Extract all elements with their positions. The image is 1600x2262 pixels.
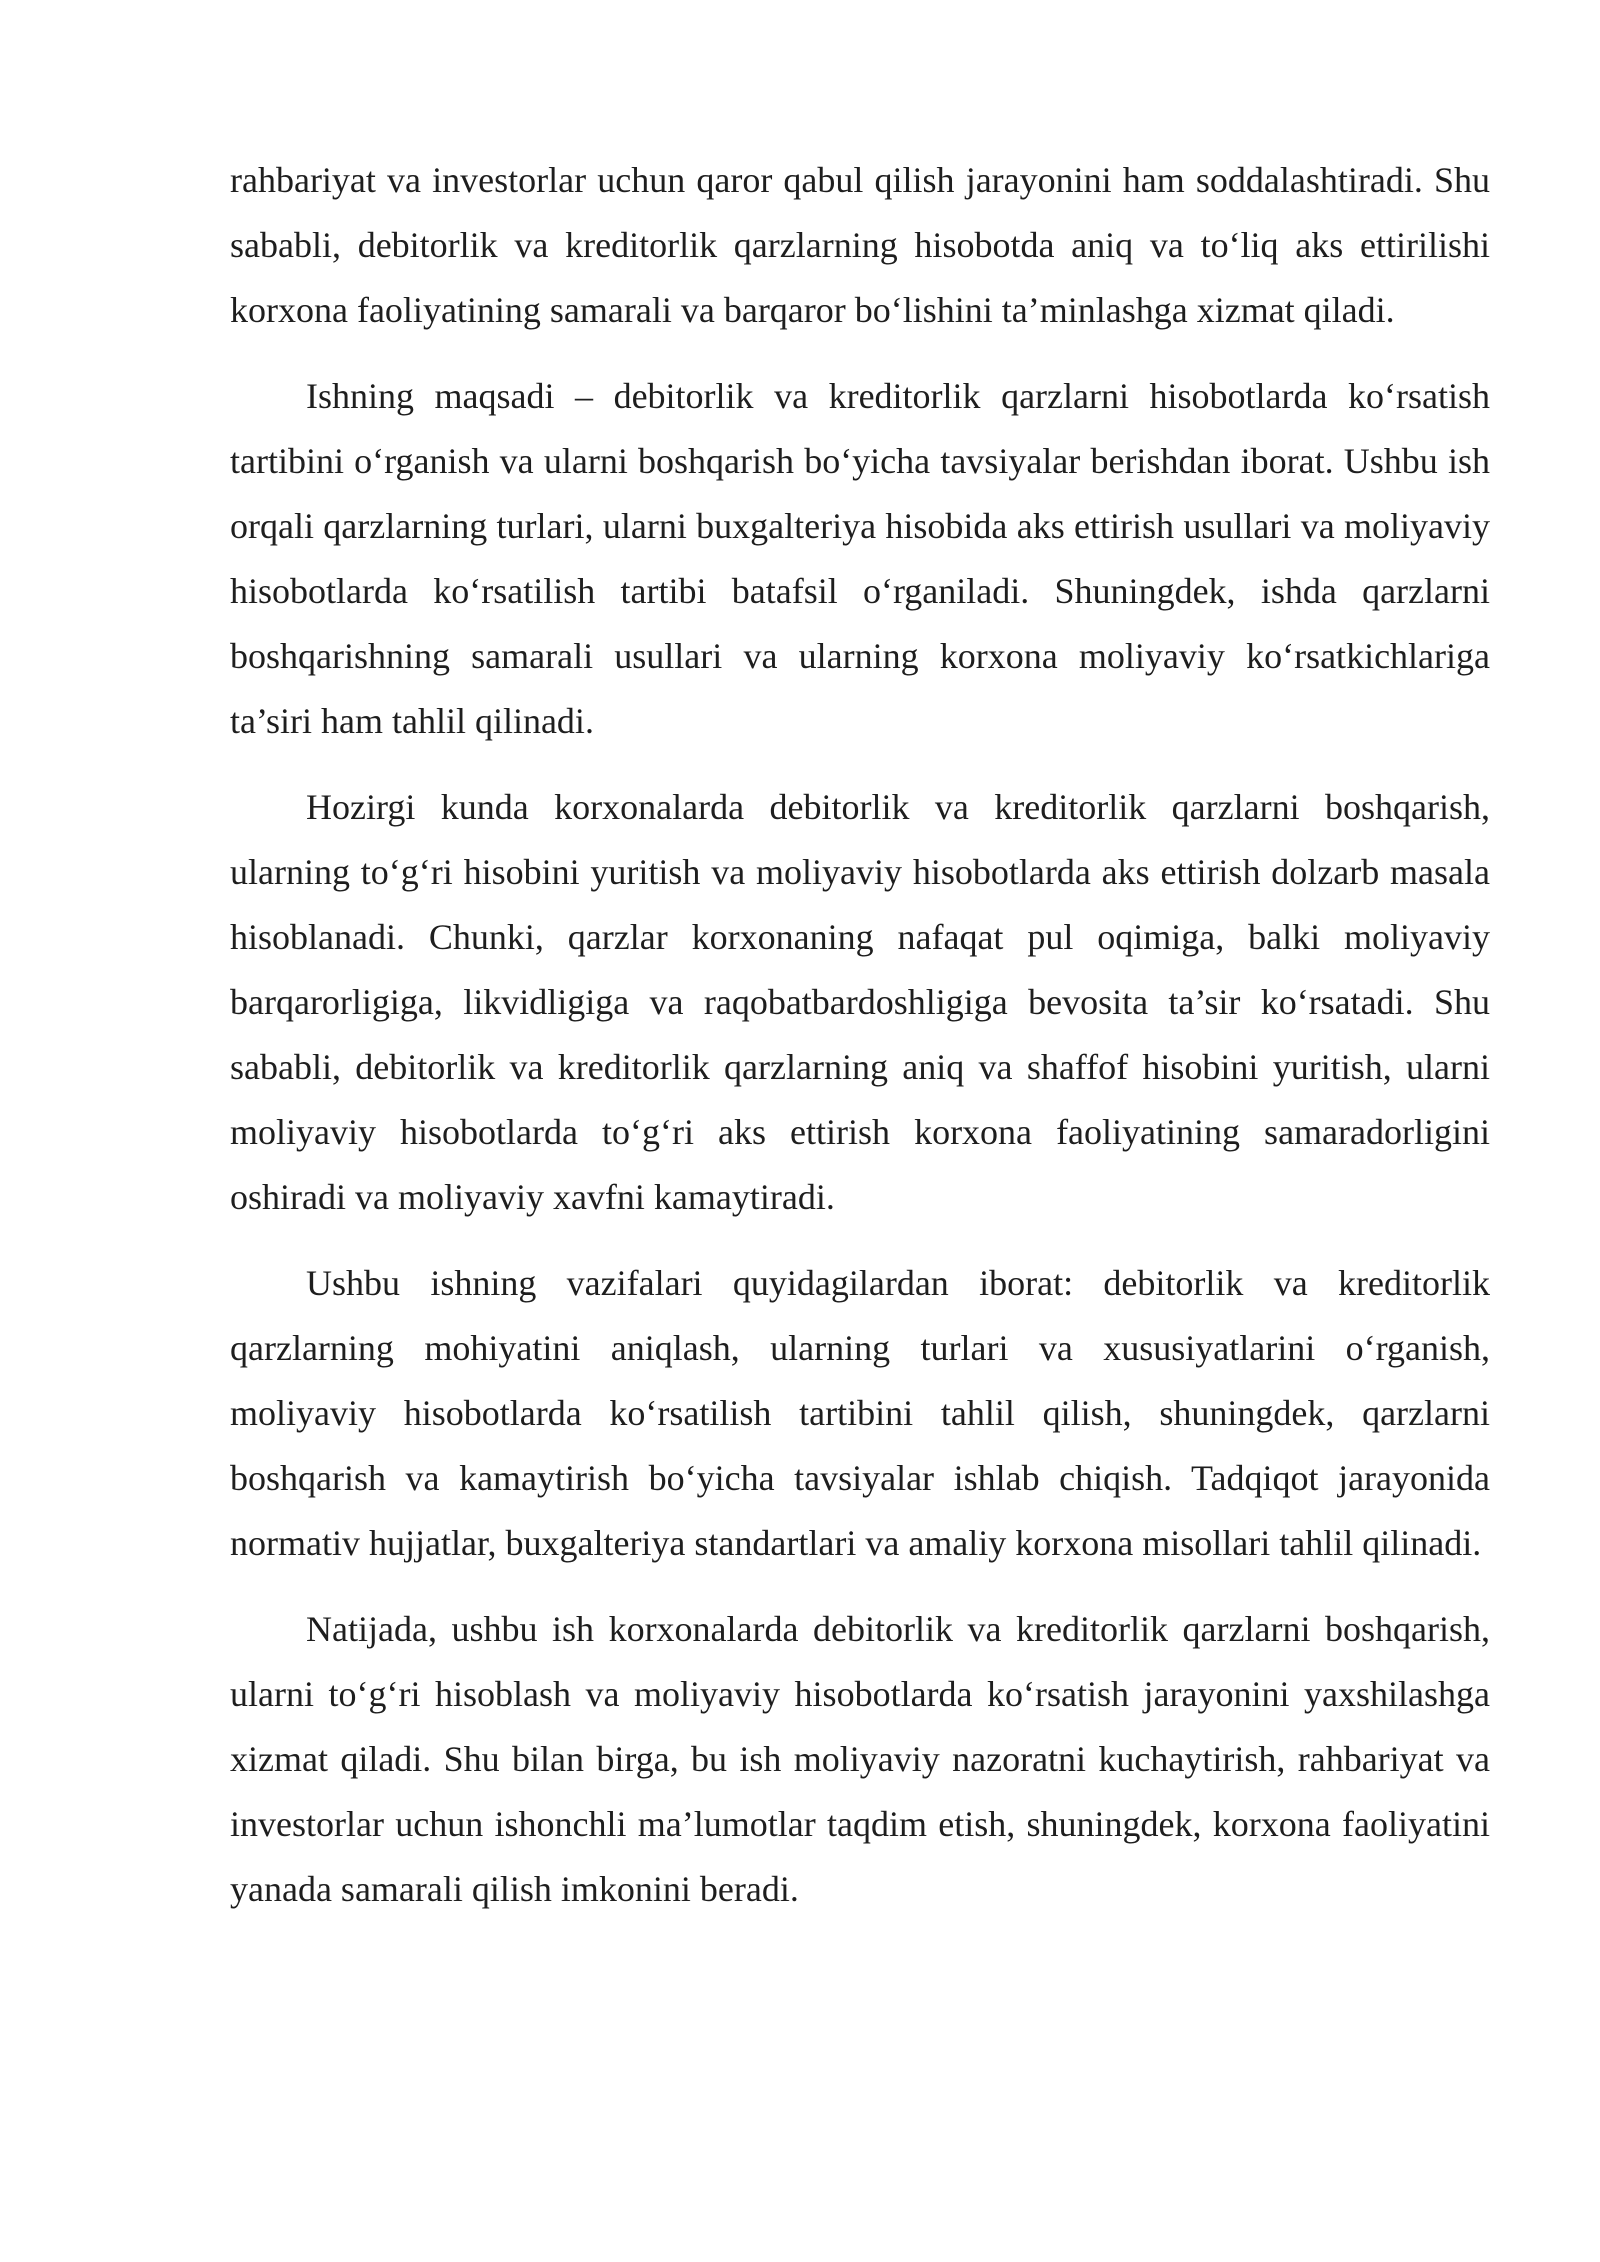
paragraph-tasks: Ushbu ishning vazifalari quyidagilardan iborat: debitorlik va kreditorlik qarzlarning mohiyatini aniqlash, ularning turlari va xususiyatlarini o‘rganish, moliyaviy hisobotlarda ko‘rsatilish tartibini tahlil qilish, shuningdek, qarzlarni boshqarish va kamaytirish bo‘yicha tavsiyalar ishlab chiqish. Tadqiqot jarayonida normativ hujjatlar, buxgalteriya standartlari va amaliy korxona misollari tahlil qilinadi.	[230, 1263, 1490, 1563]
paragraph-goal: Ishning maqsadi – debitorlik va kreditorlik qarzlarni hisobotlarda ko‘rsatish tartibini o‘rganish va ularni boshqarish bo‘yicha tavsiyalar berishdan iborat. Ushbu ish orqali qarzlarning turlari, ularni buxgalteriya hisobida aks ettirish usullari va moliyaviy hisobotlarda ko‘rsatilish tartibi batafsil o‘rganiladi. Shuningdek, ishda qarzlarni boshqarishning samarali usullari va ularning korxona moliyaviy ko‘rsatkichlariga ta’siri ham tahlil qilinadi.	[230, 376, 1490, 741]
paragraph-result: Natijada, ushbu ish korxonalarda debitorlik va kreditorlik qarzlarni boshqarish, ularni to‘g‘ri hisoblash va moliyaviy hisobotlarda ko‘rsatish jarayonini yaxshilashga xizmat qiladi. Shu bilan birga, bu ish moliyaviy nazoratni kuchaytirish, rahbariyat va investorlar uchun ishonchli ma’lumotlar taqdim etish, shuningdek, korxona faoliyatini yanada samarali qilish imkonini beradi.	[230, 1609, 1490, 1909]
document-body	[230, 148, 1490, 1943]
paragraph-continuation: rahbariyat va investorlar uchun qaror qabul qilish jarayonini ham soddalashtiradi. Shu sababli, debitorlik va kreditorlik qarzlarning hisobotda aniq va to‘liq aks ettirilishi korxona faoliyatining samarali va barqaror bo‘lishini ta’minlashga xizmat qiladi.	[230, 160, 1490, 330]
paragraph-relevance: Hozirgi kunda korxonalarda debitorlik va kreditorlik qarzlarni boshqarish, ularning to‘g‘ri hisobini yuritish va moliyaviy hisobotlarda aks ettirish dolzarb masala hisoblanadi. Chunki, qarzlar korxonaning nafaqat pul oqimiga, balki moliyaviy barqarorligiga, likvidligiga va raqobatbardoshligiga bevosita ta’sir ko‘rsatadi. Shu sababli, debitorlik va kreditorlik qarzlarning aniq va shaffof hisobini yuritish, ularni moliyaviy hisobotlarda to‘g‘ri aks ettirish korxona faoliyatining samaradorligini oshiradi va moliyaviy xavfni kamaytiradi.	[230, 787, 1490, 1217]
